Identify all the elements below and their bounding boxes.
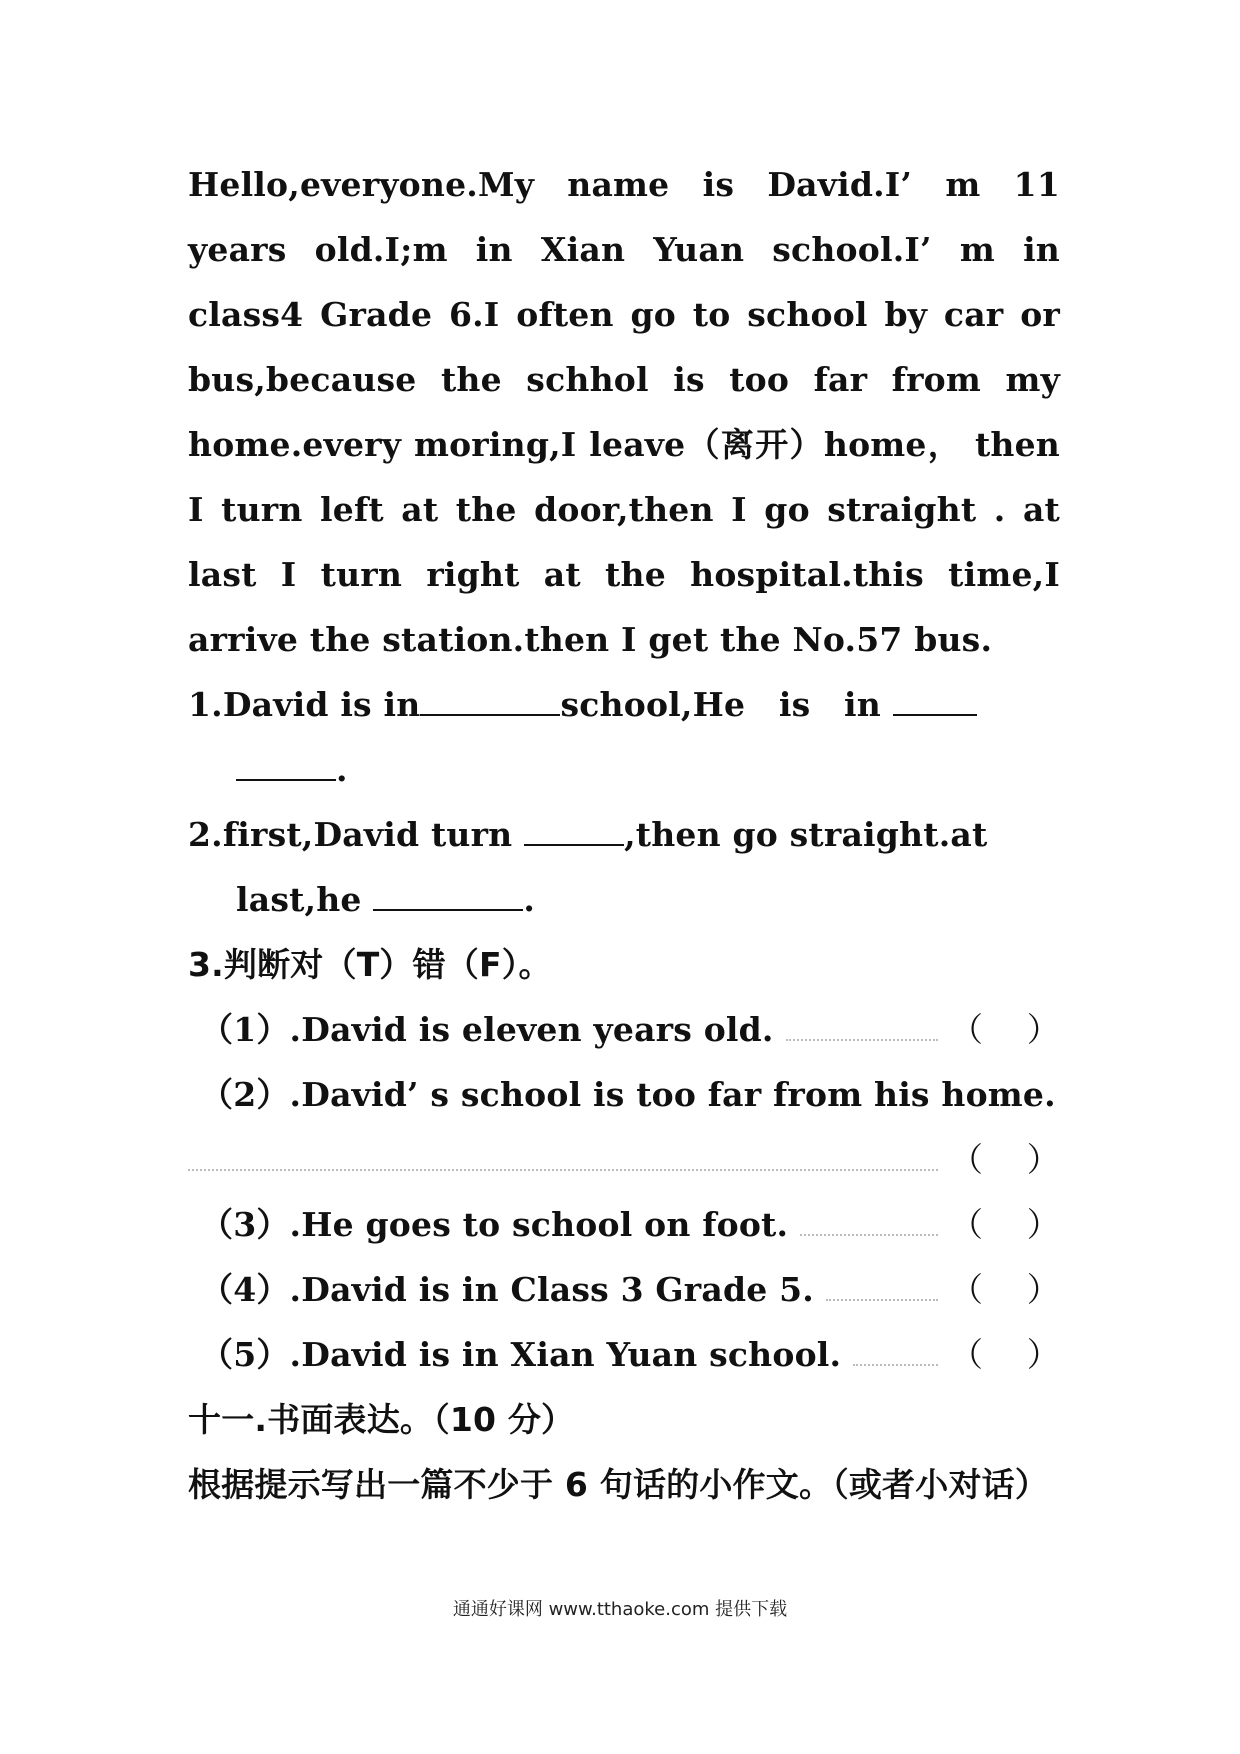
paren-close: ） [1026,1140,1060,1179]
question-3-heading: 3.判断对（T）错（F）。 [188,945,552,984]
worksheet-page [188,152,1060,1517]
paren-close: ） [1026,1335,1060,1374]
dotted-leader [786,1013,938,1041]
q1-blank-3[interactable] [236,739,336,781]
tf-item-2-text: （2）.David’ s school is too far from his home. [200,1075,1056,1114]
q2-blank-1[interactable] [524,804,624,846]
dotted-leader [188,1143,938,1171]
tf-item-1 [188,997,1060,1062]
paren-open: （ [950,1010,984,1049]
page-footer: 通通好课网 www.tthaoke.com 提供下载 [452,1599,788,1620]
dotted-leader [853,1338,938,1366]
paren-open: （ [950,1140,984,1179]
tf-item-4 [188,1257,1060,1322]
paren-open: （ [950,1270,984,1309]
q1-text-b: school,He is in [560,685,881,724]
paren-close: ） [1026,1010,1060,1049]
reading-passage: Hello,everyone.My name is David.I’ m 11 years old.I;m in Xian Yuan school.I’ m in class4 Grade 6.I often go to school by car or bus,because the schhol is too far from my home.every moring,I leave（离开）home， then I turn left at the door,then I go straight . at last I turn right at the hospital.this time,I arrive the station.then I get the No.57 bus. [188,165,1060,659]
dotted-leader [800,1208,938,1236]
tf-item-4-text: （4）.David is in Class 3 Grade 5. [200,1270,814,1309]
q2-end: . [523,880,536,919]
paren-open: （ [950,1335,984,1374]
question-1-cont [188,737,1060,802]
q1-text-a: 1.David is in [188,685,421,724]
tf-answer-3[interactable] [950,1192,1060,1257]
paren-close: ） [1026,1205,1060,1244]
paren-close: ） [1026,1270,1060,1309]
tf-item-3-text: （3）.He goes to school on foot. [200,1205,789,1244]
q2-blank-2[interactable] [373,869,523,911]
section-11-instruction: 根据提示写出一篇不少于 6 句话的小作文。（或者小对话） [188,1465,1049,1504]
tf-item-5 [188,1322,1060,1387]
question-2-cont [188,867,1060,932]
tf-item-5-text: （5）.David is in Xian Yuan school. [200,1335,842,1374]
tf-item-1-text: （1）.David is eleven years old. [200,1010,774,1049]
tf-answer-4[interactable] [950,1257,1060,1322]
question-1 [188,672,1060,737]
tf-answer-2[interactable] [950,1127,1060,1192]
tf-item-2-answer-line [188,1127,1060,1192]
tf-answer-1[interactable] [950,997,1060,1062]
q1-blank-2[interactable] [893,674,977,716]
dotted-leader [826,1273,938,1301]
paren-open: （ [950,1205,984,1244]
tf-answer-5[interactable] [950,1322,1060,1387]
tf-item-3 [188,1192,1060,1257]
tf-item-2 [188,1062,1060,1127]
section-11-heading: 十一.书面表达。（10 分） [188,1400,575,1439]
q2-text-a: 2.first,David turn [188,815,513,854]
question-2 [188,802,1060,867]
q1-end: . [336,750,348,789]
q2-text-b: ,then go straight.at [624,815,988,854]
q2-text-c: last,he [236,880,362,919]
q1-blank-1[interactable] [420,674,560,716]
